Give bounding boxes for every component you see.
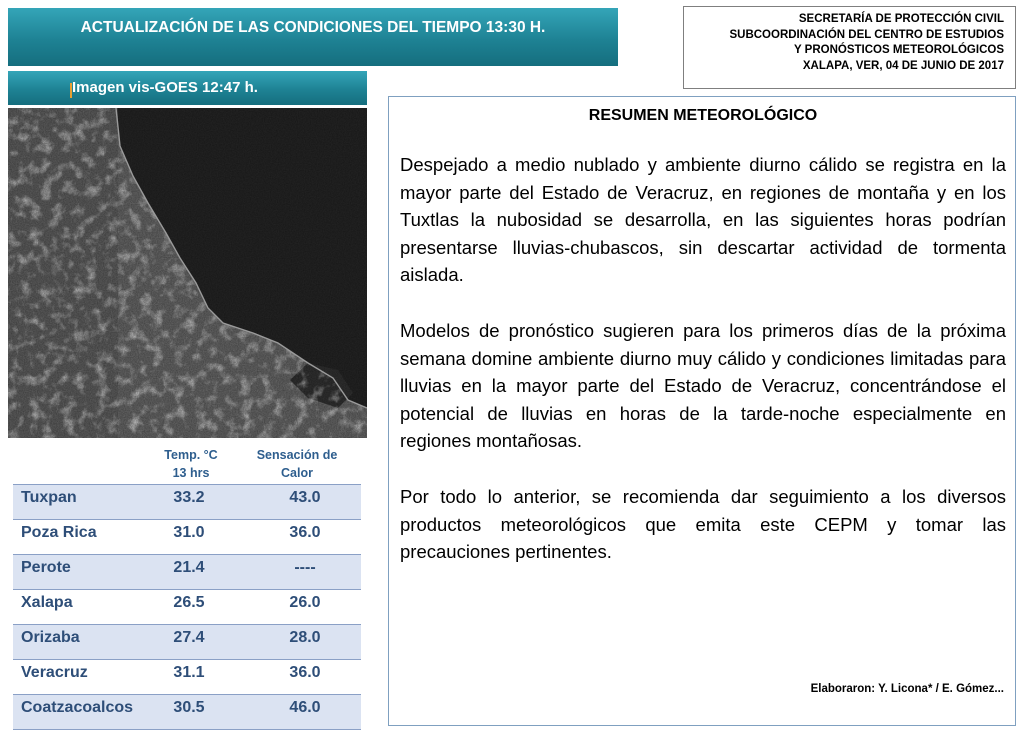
agency-line-2: SUBCOORDINACIÓN DEL CENTRO DE ESTUDIOS [729,28,1004,41]
table-row [13,659,361,694]
summary-paragraph-3: Por todo lo anterior, se recomienda dar seguimiento a los diversos productos meteorológicos que emita este CEPM y tomar las precauciones pertinentes. [400,486,1006,563]
heat-index-cell: 36.0 [289,664,321,681]
heat-header-line1: Sensación de [256,448,338,462]
table-row [13,519,361,554]
city-cell: Tuxpan [21,489,77,506]
satellite-image [8,108,367,438]
agency-date-line: XALAPA, VER, 04 DE JUNIO DE 2017 [802,59,1004,72]
temp-cell: 33.2 [173,489,205,506]
page-title-banner [8,8,618,66]
heat-header-line2: Calor [281,466,313,480]
agency-header [683,6,1016,89]
temp-header-line1: Temp. °C [164,448,218,462]
temp-header-line2: 13 hrs [172,466,210,480]
column-header-temp [143,446,239,482]
caption-marker-icon [70,83,72,98]
agency-line-1: SECRETARÍA DE PROTECCIÓN CIVIL [798,13,1004,25]
table-row [13,589,361,624]
heat-index-cell: 28.0 [289,629,321,646]
city-cell: Orizaba [21,629,80,646]
image-caption: Imagen vis-GOES 12:47 h. [72,79,258,96]
temp-cell: 31.1 [173,664,205,681]
temp-cell: 26.5 [173,594,205,611]
heat-index-cell: 36.0 [289,524,321,541]
heat-index-cell: 46.0 [289,699,321,716]
table-row [13,624,361,659]
summary-title: RESUMEN METEOROLÓGICO [588,107,818,124]
heat-index-cell: ---- [294,559,316,576]
city-cell: Poza Rica [21,524,97,541]
table-row [13,694,361,730]
table-row [13,554,361,589]
city-cell: Xalapa [21,594,73,611]
temp-cell: 21.4 [173,559,205,576]
summary-paragraph-2: Modelos de pronóstico sugieren para los primeros días de la próxima semana domine ambiente diurno muy cálido y condiciones limitadas para lluvias en la mayor parte del Estado de Veracruz, concentrándose el potencial de lluvias en horas de la tarde-noche especialmente en regiones montañosas. [400,320,1006,452]
table-row [13,484,361,519]
agency-line-3: Y PRONÓSTICOS METEOROLÓGICOS [793,44,1004,56]
page-title: ACTUALIZACIÓN DE LAS CONDICIONES DEL TIEMPO 13:30 H. [80,19,546,36]
heat-index-cell: 43.0 [289,489,321,506]
temp-cell: 30.5 [173,699,205,716]
heat-index-cell: 26.0 [289,594,321,611]
city-cell: Coatzacoalcos [21,699,134,716]
weather-summary-box [388,96,1016,726]
summary-paragraph-1: Despejado a medio nublado y ambiente diurno cálido se registra en la mayor parte del Estado de Veracruz, en regiones de montaña y en los Tuxtlas la nubosidad se desarrolla, en las siguientes horas podrían presentarse lluvias-chubascos, sin descartar actividad de tormenta aislada. [400,154,1006,286]
city-cell: Perote [21,559,71,576]
temp-cell: 27.4 [173,629,205,646]
temperature-table [13,444,361,730]
temp-cell: 31.0 [173,524,205,541]
image-caption-banner [8,71,367,105]
column-header-heat [247,446,347,482]
authors-signature: Elaboraron: Y. Licona* / E. Gómez... [810,683,1004,695]
city-cell: Veracruz [21,664,88,681]
table-header [13,444,361,484]
